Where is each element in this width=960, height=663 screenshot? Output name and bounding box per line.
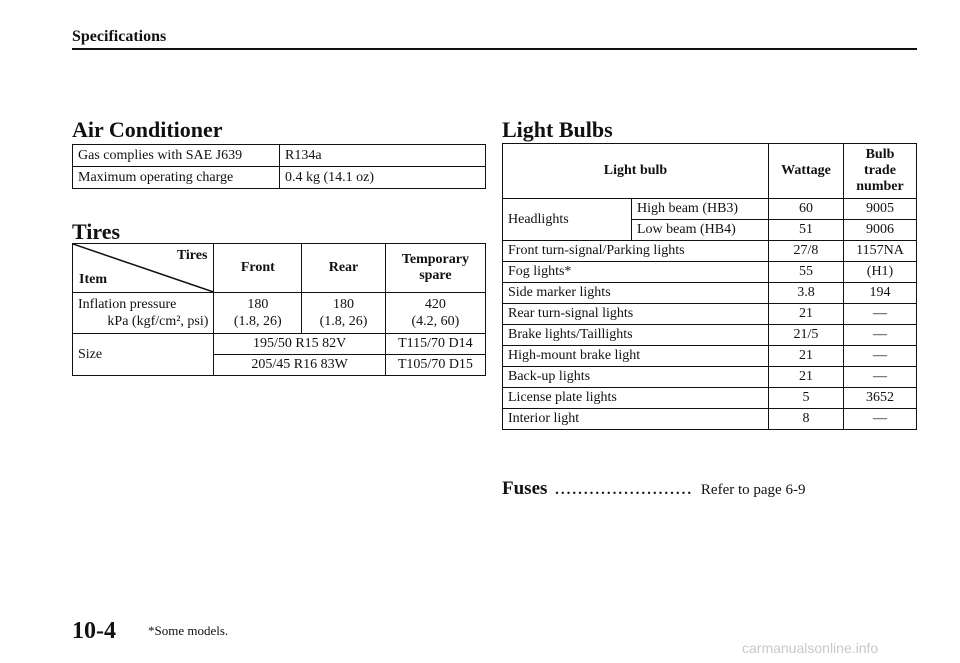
table-header-row: [503, 144, 917, 199]
bulb-trade: 194: [844, 283, 917, 304]
page-number: 10-4: [72, 618, 116, 644]
bulb-trade: —: [844, 367, 917, 388]
fuses-label: Fuses: [502, 478, 548, 499]
bulb-name: Front turn-signal/Parking lights: [503, 241, 769, 262]
rear-pressure: 180: [333, 297, 354, 312]
leader-dots: ........................: [555, 482, 694, 498]
bulb-trade: —: [844, 304, 917, 325]
air-conditioner-table: [72, 144, 486, 189]
inflation-label-cell: [73, 293, 214, 334]
fuses-page-reference: Refer to page 6-9: [700, 482, 806, 498]
rear-pressure-sub: (1.8, 26): [319, 314, 368, 329]
bulb-wattage: 21: [769, 367, 844, 388]
column-header-trade: [844, 144, 917, 199]
watermark: carmanualsonline.info: [742, 640, 879, 656]
bulb-trade: —: [844, 409, 917, 430]
table-row: [503, 409, 917, 430]
low-beam-trade: 9006: [844, 220, 917, 241]
high-beam-wattage: 60: [769, 199, 844, 220]
low-beam-name: Low beam (HB4): [632, 220, 769, 241]
bulb-wattage: 27/8: [769, 241, 844, 262]
column-header-spare: Temporary spare: [385, 244, 485, 293]
table-row: [503, 283, 917, 304]
table-row: [73, 334, 486, 355]
bulb-name: Side marker lights: [503, 283, 769, 304]
bulb-trade: —: [844, 325, 917, 346]
tires-table: [72, 243, 486, 376]
bulb-wattage: 21: [769, 346, 844, 367]
table-cell: R134a: [280, 145, 486, 167]
table-cell: [302, 293, 386, 334]
size-main-1: 195/50 R15 82V: [214, 334, 385, 355]
front-pressure: 180: [247, 297, 269, 312]
size-spare-2: T105/70 D15: [385, 355, 485, 376]
high-beam-name: High beam (HB3): [632, 199, 769, 220]
headlights-label: Headlights: [503, 199, 632, 241]
diagonal-header-cell: [73, 244, 214, 293]
table-row: [503, 304, 917, 325]
inflation-unit: kPa (kgf/cm², psi): [107, 314, 209, 329]
inflation-label: Inflation pressure: [78, 297, 177, 312]
table-cell: [214, 293, 302, 334]
table-row: [503, 325, 917, 346]
bulb-name: Brake lights/Taillights: [503, 325, 769, 346]
bulb-trade: (H1): [844, 262, 917, 283]
size-spare-1: T115/70 D14: [385, 334, 485, 355]
table-row: [73, 167, 486, 189]
light-bulbs-table: [502, 143, 917, 430]
size-main-2: 205/45 R16 83W: [214, 355, 385, 376]
table-row: [503, 262, 917, 283]
page-header-title: Specifications: [72, 28, 167, 45]
bulb-wattage: 55: [769, 262, 844, 283]
bulb-wattage: 5: [769, 388, 844, 409]
light-bulbs-heading: Light Bulbs: [502, 117, 613, 142]
footnote: *Some models.: [148, 623, 229, 638]
bulb-name: Interior light: [503, 409, 769, 430]
column-header-front: Front: [214, 244, 302, 293]
column-header-rear: Rear: [302, 244, 386, 293]
table-row: [503, 346, 917, 367]
fuses-reference: [502, 478, 805, 500]
bulb-name: Back-up lights: [503, 367, 769, 388]
air-conditioner-heading: Air Conditioner: [72, 117, 223, 142]
table-cell: 0.4 kg (14.1 oz): [280, 167, 486, 189]
bulb-trade: 3652: [844, 388, 917, 409]
table-row: [503, 388, 917, 409]
table-row: [503, 241, 917, 262]
bulb-name: Fog lights*: [503, 262, 769, 283]
table-row: [73, 293, 486, 334]
low-beam-wattage: 51: [769, 220, 844, 241]
bulb-name: License plate lights: [503, 388, 769, 409]
high-beam-trade: 9005: [844, 199, 917, 220]
bulb-trade: —: [844, 346, 917, 367]
bulb-wattage: 3.8: [769, 283, 844, 304]
trade-header-line: trade: [864, 163, 896, 178]
table-cell: Maximum operating charge: [73, 167, 280, 189]
corner-label-tires: Tires: [176, 248, 208, 263]
size-label: Size: [73, 334, 214, 376]
column-header-wattage: Wattage: [769, 144, 844, 199]
spare-pressure: 420: [424, 297, 446, 312]
corner-label-item: Item: [79, 272, 107, 287]
table-row: [503, 367, 917, 388]
bulb-trade: 1157NA: [844, 241, 917, 262]
tires-heading: Tires: [72, 219, 121, 244]
trade-header-line: number: [856, 179, 904, 194]
bulb-wattage: 21: [769, 304, 844, 325]
table-row: [503, 199, 917, 220]
bulb-name: High-mount brake light: [503, 346, 769, 367]
front-pressure-sub: (1.8, 26): [233, 314, 282, 329]
bulb-name: Rear turn-signal lights: [503, 304, 769, 325]
bulb-wattage: 8: [769, 409, 844, 430]
column-header-bulb: Light bulb: [503, 144, 769, 199]
table-cell: [385, 293, 485, 334]
header-rule: [72, 48, 917, 50]
trade-header-line: Bulb: [865, 147, 895, 162]
bulb-wattage: 21/5: [769, 325, 844, 346]
table-cell: Gas complies with SAE J639: [73, 145, 280, 167]
table-header-row: [73, 244, 486, 293]
table-row: [73, 145, 486, 167]
spare-pressure-sub: (4.2, 60): [411, 314, 460, 329]
